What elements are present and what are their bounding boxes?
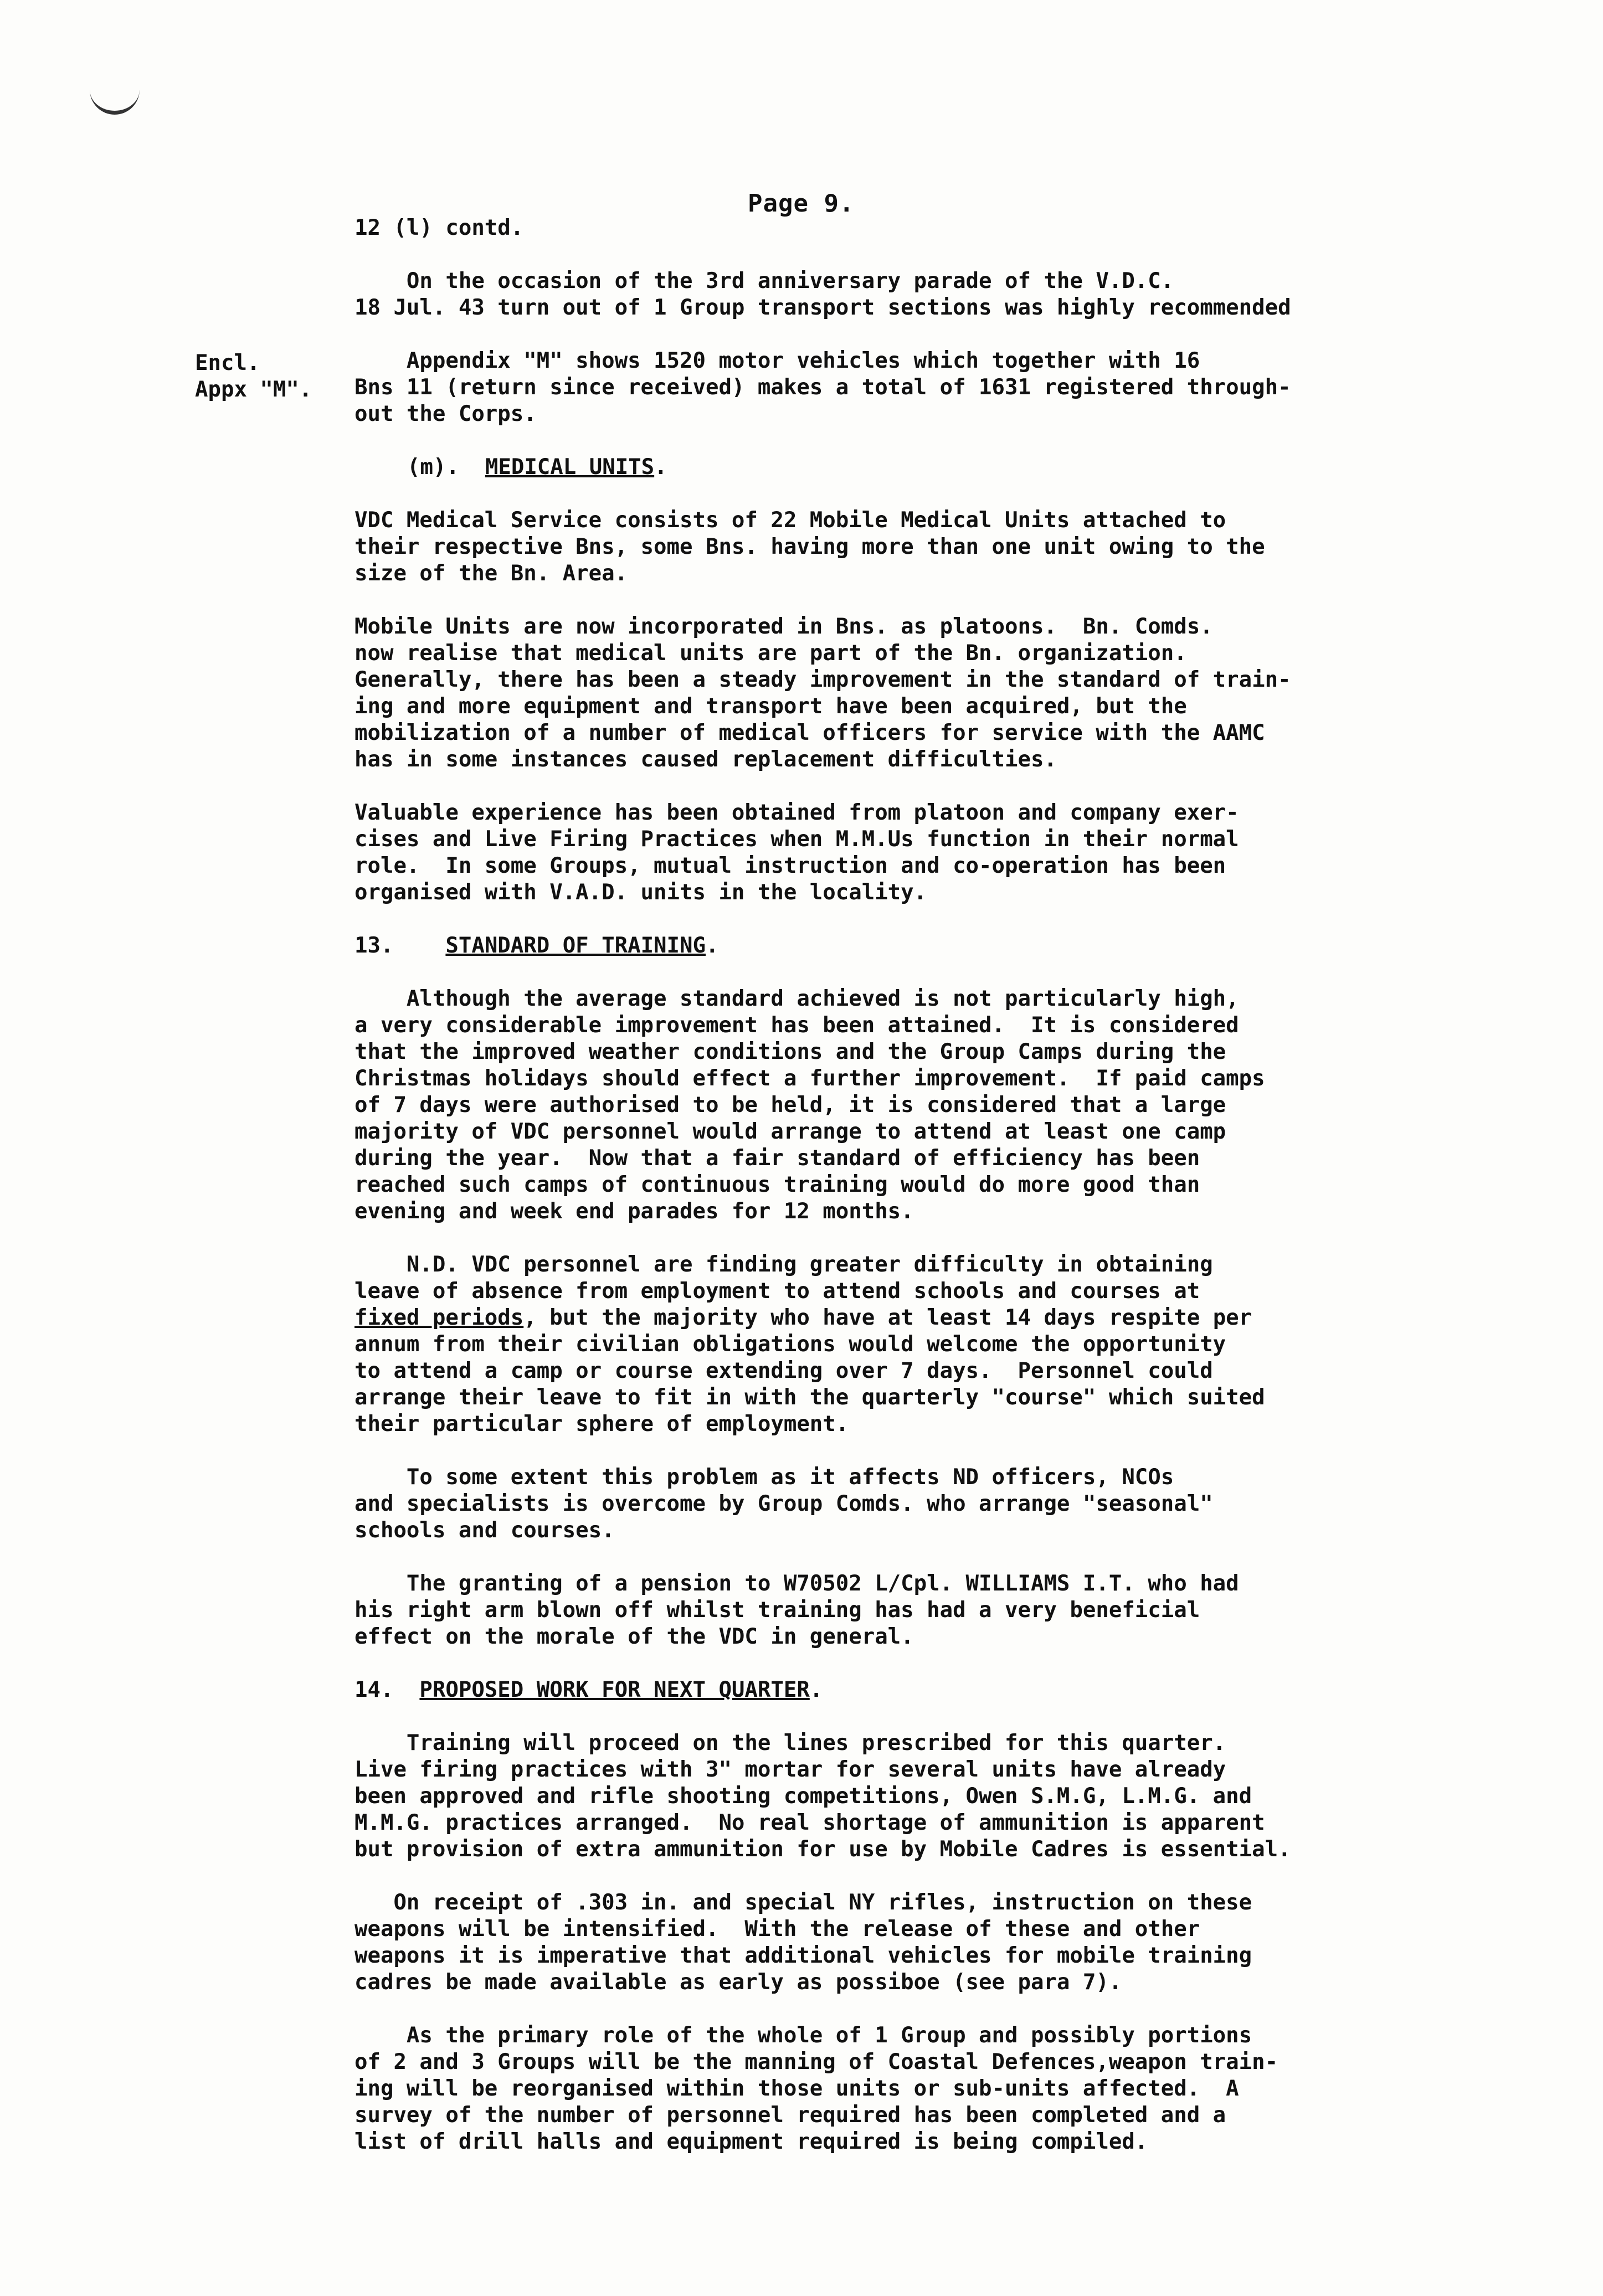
text-line: As the primary role of the whole of 1 Group and possibly portions: [354, 2023, 1252, 2048]
text-line: N.D. VDC personnel are finding greater difficulty in obtaining: [354, 1252, 1213, 1277]
paragraph-some-extent: [354, 1464, 1507, 1544]
paragraph-medical-service: [354, 507, 1507, 587]
text-line: size of the Bn. Area.: [354, 561, 628, 586]
text-line: a very considerable improvement has been attained. It is considered: [354, 1013, 1239, 1038]
margin-note-line: Encl.: [195, 351, 260, 375]
paragraph-primary-role: [354, 2022, 1507, 2155]
text-line: majority of VDC personnel would arrange to attend at least one camp: [354, 1119, 1226, 1144]
heading-proposed-work: 14. PROPOSED WORK FOR NEXT QUARTER.: [354, 1677, 823, 1702]
text-line: effect on the morale of the VDC in general.: [354, 1624, 914, 1649]
text-line: On receipt of .303 in. and special NY rifles, instruction on these: [354, 1890, 1252, 1915]
margin-note: [195, 350, 312, 403]
text-line: annum from their civilian obligations would welcome the opportunity: [354, 1332, 1226, 1357]
text-line: cadres be made available as early as possiboe (see para 7).: [354, 1970, 1122, 1995]
text-line: On the occasion of the 3rd anniversary parade of the V.D.C.: [354, 269, 1174, 294]
text-line: to attend a camp or course extending over 7 days. Personnel could: [354, 1358, 1213, 1383]
text-line: reached such camps of continuous training would do more good than: [354, 1172, 1200, 1197]
heading-standard-of-training: 13. STANDARD OF TRAINING.: [354, 933, 719, 958]
text-line: arrange their leave to fit in with the quarterly "course" which suited: [354, 1385, 1265, 1410]
paragraph-training-proceed: [354, 1730, 1507, 1863]
paragraph-receipt-rifles: [354, 1890, 1507, 1996]
text-line: VDC Medical Service consists of 22 Mobile Medical Units attached to: [354, 508, 1226, 533]
text-line: Mobile Units are now incorporated in Bns. as platoons. Bn. Comds.: [354, 614, 1213, 639]
paragraph-average-standard: [354, 986, 1507, 1225]
text-line: weapons will be intensified. With the release of these and other: [354, 1917, 1200, 1942]
margin-mark: [90, 83, 140, 115]
text-line: cises and Live Firing Practices when M.M.Us function in their normal: [354, 827, 1239, 852]
text-line: has in some instances caused replacement difficulties.: [354, 747, 1057, 772]
text-line: their respective Bns, some Bns. having more than one unit owing to the: [354, 534, 1265, 559]
text-line: their particular sphere of employment.: [354, 1412, 849, 1437]
paragraph-mobile-units: [354, 614, 1507, 773]
text-line: evening and week end parades for 12 months.: [354, 1199, 914, 1224]
text-line: ing will be reorganised within those units or sub-units affected. A: [354, 2076, 1239, 2101]
text-line: survey of the number of personnel required has been completed and a: [354, 2103, 1226, 2128]
text-line: weapons it is imperative that additional vehicles for mobile training: [354, 1943, 1252, 1968]
page-number: Page 9.: [748, 189, 855, 218]
paragraph-anniversary: [354, 268, 1507, 321]
text-line: that the improved weather conditions and the Group Camps during the: [354, 1039, 1226, 1064]
text-line: Valuable experience has been obtained from platoon and company exer-: [354, 800, 1239, 825]
text-line: To some extent this problem as it affects ND officers, NCOs: [354, 1465, 1174, 1490]
paragraph-valuable-experience: [354, 800, 1507, 906]
text-line: fixed periods, but the majority who have at least 14 days respite per: [354, 1305, 1252, 1330]
text-line: but provision of extra ammunition for use by Mobile Cadres is essential.: [354, 1837, 1291, 1862]
text-line: list of drill halls and equipment required is being compiled.: [354, 2129, 1148, 2154]
continuation-label: 12 (l) contd.: [354, 215, 524, 240]
text-line: during the year. Now that a fair standard of efficiency has been: [354, 1146, 1200, 1171]
text-line: ing and more equipment and transport have been acquired, but the: [354, 694, 1187, 719]
text-line: organised with V.A.D. units in the locality.: [354, 880, 927, 905]
text-line: of 2 and 3 Groups will be the manning of Coastal Defences,weapon train-: [354, 2050, 1278, 2074]
text-line: Although the average standard achieved is not particularly high,: [354, 986, 1239, 1011]
document-body: [354, 215, 1507, 2155]
text-line: out the Corps.: [354, 401, 537, 426]
text-line: role. In some Groups, mutual instruction and co-operation has been: [354, 853, 1226, 878]
text-line: of 7 days were authorised to be held, it is considered that a large: [354, 1093, 1226, 1118]
text-line: Christmas holidays should effect a further improvement. If paid camps: [354, 1066, 1265, 1091]
text-line: now realise that medical units are part of the Bn. organization.: [354, 641, 1187, 666]
text-line: Generally, there has been a steady improvement in the standard of train-: [354, 667, 1291, 692]
margin-note-line: Appx "M".: [195, 377, 312, 402]
text-line: mobilization of a number of medical officers for service with the AAMC: [354, 720, 1265, 745]
text-line: his right arm blown off whilst training has had a very beneficial: [354, 1598, 1200, 1623]
text-line: Live firing practices with 3" mortar for several units have already: [354, 1757, 1226, 1782]
text-line: M.M.G. practices arranged. No real shortage of ammunition is apparent: [354, 1810, 1265, 1835]
text-line: and specialists is overcome by Group Comds. who arrange "seasonal": [354, 1491, 1213, 1516]
text-line: 18 Jul. 43 turn out of 1 Group transport sections was highly recommended: [354, 295, 1291, 320]
text-line: Appendix "M" shows 1520 motor vehicles which together with 16: [354, 348, 1200, 373]
text-line: been approved and rifle shooting competitions, Owen S.M.G, L.M.G. and: [354, 1784, 1252, 1809]
text-line: Bns 11 (return since received) makes a total of 1631 registered through-: [354, 375, 1291, 400]
heading-medical-units: (m). MEDICAL UNITS.: [407, 455, 667, 480]
paragraph-pension: [354, 1571, 1507, 1650]
text-line: Training will proceed on the lines prescribed for this quarter.: [354, 1731, 1226, 1756]
paragraph-nd-personnel: [354, 1252, 1507, 1438]
paragraph-appendix-m: [354, 348, 1507, 428]
text-line: schools and courses.: [354, 1518, 615, 1543]
text-line: The granting of a pension to W70502 L/Cpl. WILLIAMS I.T. who had: [354, 1571, 1239, 1596]
text-line: leave of absence from employment to attend schools and courses at: [354, 1279, 1200, 1304]
